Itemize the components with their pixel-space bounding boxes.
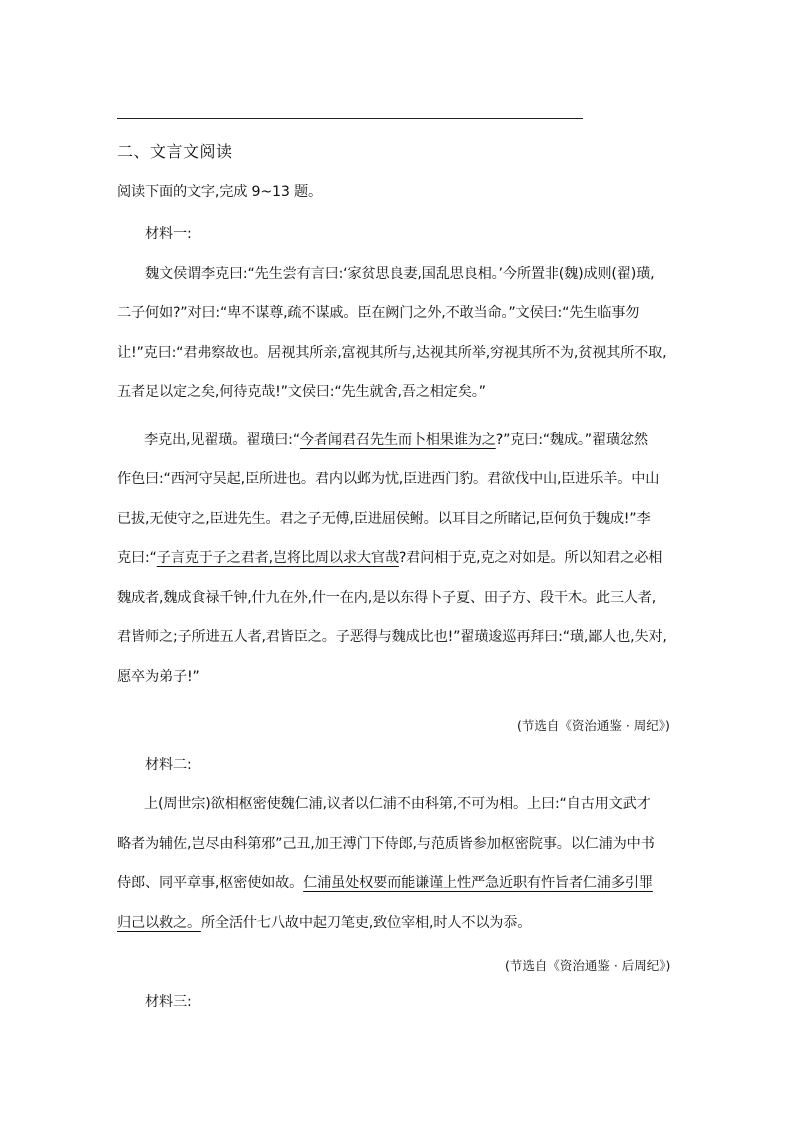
material2-line-underlined: 归己以救之。所全活什七八故中起刀笔吏,致位宰相,时人不以为忝。 <box>117 915 532 931</box>
material1-line: 已拔,无使守之,臣进先生。君之子无傅,臣进屈侯鲋。以耳目之所睹记,臣何负于魏成!”李 <box>117 511 651 527</box>
underlined-sentence: 仁浦虽处权要而能谦谨上性严急近职有忤旨者仁浦多引罪 <box>303 875 653 891</box>
material2-line: 略者为辅佐,岂尽由科第邪”己丑,加王溥门下侍郎,与范质皆参加枢密院事。以仁浦为中书 <box>117 836 655 852</box>
material1-line: 让!”克曰:“君弗察故也。居视其所亲,富视其所与,达视其所举,穷视其所不为,贫视其所不取, <box>117 345 667 361</box>
section-title: 二、文言文阅读 <box>117 142 233 161</box>
material1-line: 魏文侯谓李克曰:“先生尝有言曰:‘家贫思良妻,国乱思良相。’今所置非(魏)成则(翟)璜, <box>145 266 655 282</box>
material1-source: (节选自《资治通鉴 · 周纪》) <box>517 718 670 733</box>
material2-line: 上(周世宗)欲相枢密使魏仁浦,议者以仁浦不由科第,不可为相。上曰:“自古用文武才 <box>144 796 651 812</box>
material2-line-underlined: 侍郎、同平章事,枢密使如故。仁浦虽处权要而能谦谨上性严急近职有忤旨者仁浦多引罪 <box>117 875 653 891</box>
material1-line: 五者足以定之矣,何待克哉!”文侯曰:“先生就舍,吾之相定矣。” <box>117 384 486 400</box>
underlined-sentence: 归己以救之。 <box>117 915 201 931</box>
material1-line: 愿卒为弟子!” <box>117 669 200 685</box>
material1-label: 材料一: <box>145 226 192 242</box>
material2-label: 材料二: <box>145 757 192 773</box>
material1-line: 魏成者,魏成食禄千钟,什九在外,什一在内,是以东得卜子夏、田子方、段干木。此三人者, <box>117 590 657 606</box>
material1-line-underlined: 李克出,见翟璜。翟璜曰:“今者闻君召先生而卜相果谁为之?”克曰:“魏成。”翟璜忿然 <box>144 432 648 448</box>
material1-line-underlined: 克曰:“子言克于子之君者,岂将比周以求大官哉?君问相于克,克之对如是。所以知君之必相 <box>117 550 663 566</box>
underlined-sentence: 今者闻君召先生而卜相果谁为之 <box>299 432 496 448</box>
top-rule <box>117 118 583 119</box>
material1-line: 作色曰:“西河守吴起,臣所进也。君内以邺为忧,臣进西门豹。君欲伐中山,臣进乐羊。中山 <box>117 471 660 487</box>
material1-line: 君皆师之;子所进五人者,君皆臣之。子恶得与魏成比也!”翟璜逡巡再拜曰:“璜,鄙人也,失对, <box>117 629 667 645</box>
material1-line: 二子何如?”对曰:“卑不谋尊,疏不谋戚。臣在阙门之外,不敢当命。”文侯曰:“先生临事勿 <box>117 305 640 321</box>
material3-label: 材料三: <box>145 994 192 1010</box>
underlined-sentence: 子言克于子之君者,岂将比周以求大官哉 <box>156 550 399 566</box>
material2-source: (节选自《资治通鉴 · 后周纪》) <box>505 958 671 973</box>
instruction: 阅读下面的文字,完成 9~13 题。 <box>117 184 322 200</box>
